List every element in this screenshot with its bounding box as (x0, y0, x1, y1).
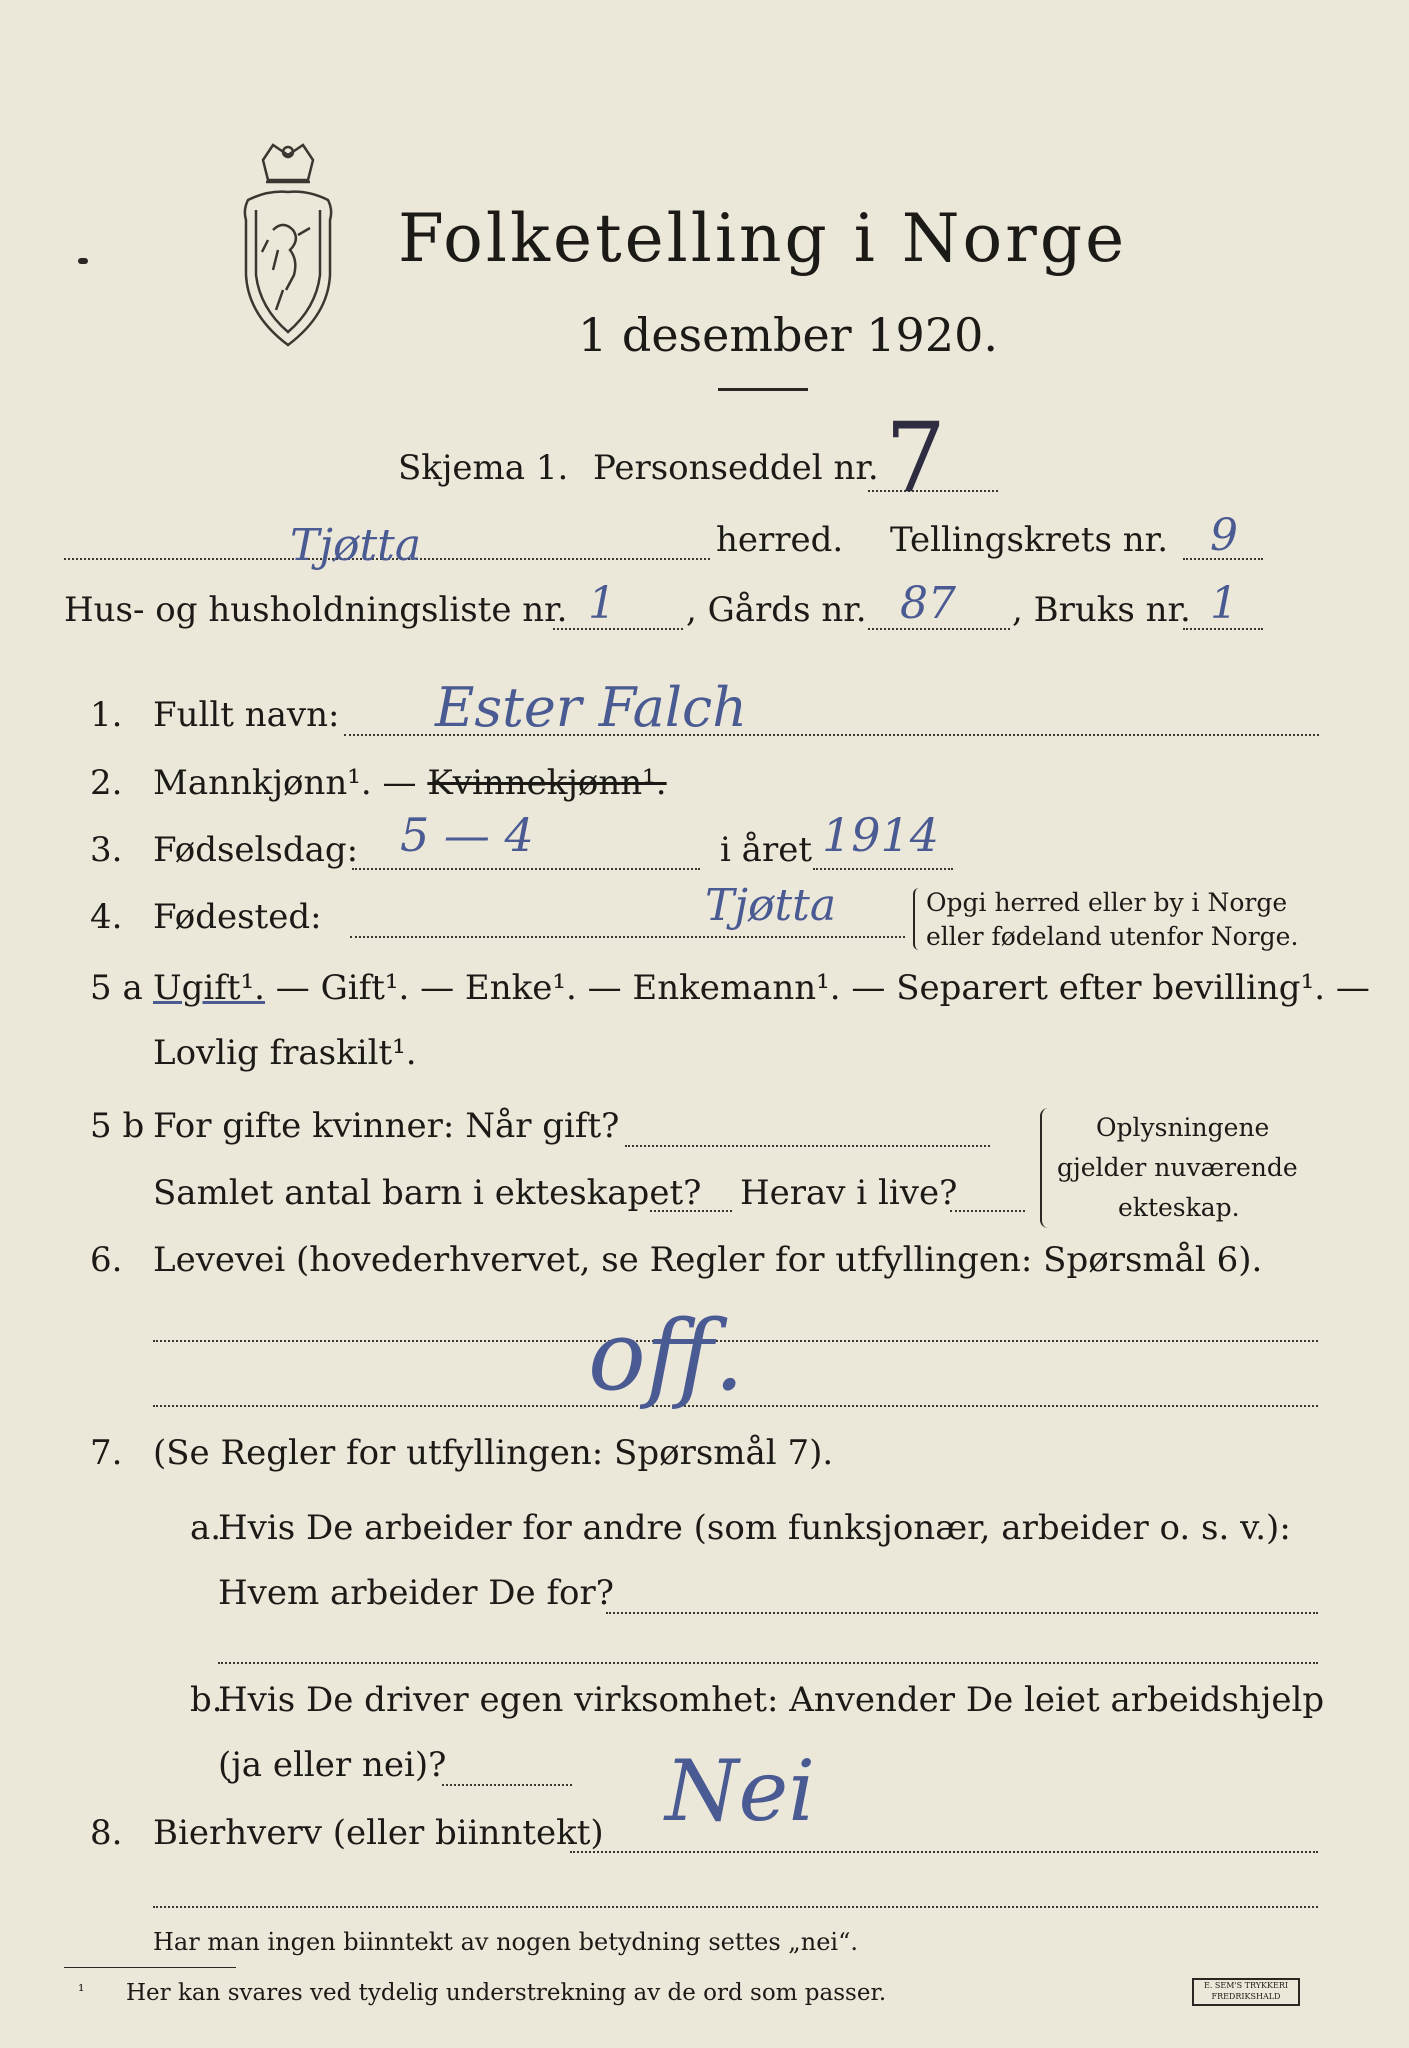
q5b-alive-line (950, 1210, 1025, 1212)
q5b-alive-label: Herav i live? (740, 1173, 958, 1213)
coat-of-arms-icon (228, 140, 348, 350)
q6-number: 6. (90, 1240, 123, 1280)
q5a-fraskilt-option: Lovlig fraskilt¹. (153, 1033, 417, 1073)
q3-year-label: i året (720, 830, 812, 870)
q5a-ugift-option: Ugift¹. (153, 968, 265, 1008)
q4-number: 4. (90, 897, 123, 937)
q4-bracket (913, 888, 921, 950)
gards-value: 87 (900, 578, 956, 629)
q3-number: 3. (90, 830, 123, 870)
q7a-extra-line (218, 1662, 1318, 1664)
q5b-children-label: Samlet antal barn i ekteskapet? (153, 1173, 702, 1213)
personseddel-value: 7 (885, 402, 947, 514)
q8-label: Bierhverv (eller biinntekt) (153, 1813, 604, 1853)
q5b-number: 5 b (90, 1106, 145, 1146)
q6-label: Levevei (hovederhvervet, se Regler for utfyllingen: Spørsmål 6). (153, 1240, 1263, 1280)
tellingskrets-label: Tellingskrets nr. (890, 520, 1169, 560)
q3-birth-date: 5 — 4 (400, 808, 534, 862)
q5b-married-when-line (625, 1145, 990, 1147)
herred-label: herred. (716, 520, 844, 560)
q4-note-line1: Opgi herred eller by i Norge (926, 888, 1288, 917)
q5b-children-line (650, 1210, 732, 1212)
printer-stamp-line1: E. SEM'S TRYKKERI (1203, 1981, 1289, 1990)
q5a-marital-options (153, 968, 1370, 1008)
q2-separator: — (371, 763, 428, 803)
personseddel-label: Personseddel nr. (593, 448, 879, 488)
q8-number: 8. (90, 1813, 123, 1853)
husholdningsliste-value: 1 (588, 578, 616, 629)
q8-line (570, 1851, 1318, 1853)
q4-note-line2: eller fødeland utenfor Norge. (926, 922, 1299, 951)
q7a-line2: Hvem arbeider De for? (218, 1573, 614, 1613)
q2-female-option: Kvinnekjønn¹. (427, 763, 667, 803)
q5a-other-options: — Gift¹. — Enke¹. — Enkemann¹. — Separert efter bevilling¹. — (264, 968, 1370, 1008)
q5b-note-line2: gjelder nuværende (1057, 1153, 1298, 1182)
form-title: Folketelling i Norge (398, 200, 1128, 277)
q7b-line2: (ja eller nei)? (218, 1745, 447, 1785)
q8-secondary-income: Nei (665, 1742, 816, 1840)
q7b-line1: Hvis De driver egen virksomhet: Anvender De leiet arbeidshjelp (218, 1680, 1325, 1720)
q4-label: Fødested: (153, 897, 322, 937)
q1-label: Fullt navn: (153, 695, 340, 735)
bottom-note: Har man ingen biinntekt av nogen betydning settes „nei“. (153, 1928, 858, 1956)
husholdningsliste-line (553, 628, 683, 630)
title-divider (718, 388, 808, 391)
q7b-letter: b. (190, 1680, 223, 1720)
q7a-answer-line (606, 1612, 1318, 1614)
q2-number: 2. (90, 763, 123, 803)
bruks-value: 1 (1210, 578, 1238, 629)
q3-line (352, 868, 700, 870)
q1-number: 1. (90, 695, 123, 735)
footnote-divider (64, 1967, 236, 1968)
printer-stamp (1192, 1978, 1300, 2006)
gards-label: , Gårds nr. (686, 590, 867, 630)
left-margin-dot (78, 258, 88, 264)
footnote-text: Her kan svares ved tydelig understrekning av de ord som passer. (126, 1980, 887, 2006)
q8-extra-line (153, 1906, 1318, 1908)
q7b-answer-line (442, 1784, 572, 1786)
q7-number: 7. (90, 1433, 123, 1473)
bruks-label: , Bruks nr. (1012, 590, 1191, 630)
herred-value: Tjøtta (290, 520, 422, 571)
q3-label: Fødselsdag: (153, 830, 359, 870)
q2-sex-line (153, 763, 667, 803)
q4-line (350, 936, 905, 938)
tellingskrets-value: 9 (1210, 510, 1238, 561)
q3-year-line (813, 868, 953, 870)
q7a-letter: a. (190, 1508, 222, 1548)
q6-occupation: off. (588, 1300, 745, 1412)
footnote-mark: ¹ (78, 1981, 85, 2000)
q7-label: (Se Regler for utfyllingen: Spørsmål 7). (153, 1433, 834, 1473)
husholdningsliste-label: Hus- og husholdningsliste nr. (64, 590, 568, 630)
q1-full-name: Ester Falch (435, 676, 748, 739)
q3-birth-year: 1914 (822, 808, 940, 862)
q7a-line1: Hvis De arbeider for andre (som funksjonær, arbeider o. s. v.): (218, 1508, 1291, 1548)
census-date: 1 desember 1920. (578, 308, 998, 362)
q5a-number: 5 a (90, 968, 143, 1008)
q4-birthplace: Tjøtta (705, 880, 837, 931)
q2-male-option: Mannkjønn¹. (153, 763, 372, 803)
printer-stamp-line2: FREDRIKSHALD (1211, 1992, 1281, 2001)
q5b-note-line1: Oplysningene (1096, 1113, 1270, 1142)
skjema-label: Skjema 1. (398, 448, 569, 488)
q5b-bracket (1040, 1108, 1050, 1228)
q5b-note-line3: ekteskap. (1118, 1193, 1240, 1222)
q5b-married-when-label: For gifte kvinner: Når gift? (153, 1106, 620, 1146)
